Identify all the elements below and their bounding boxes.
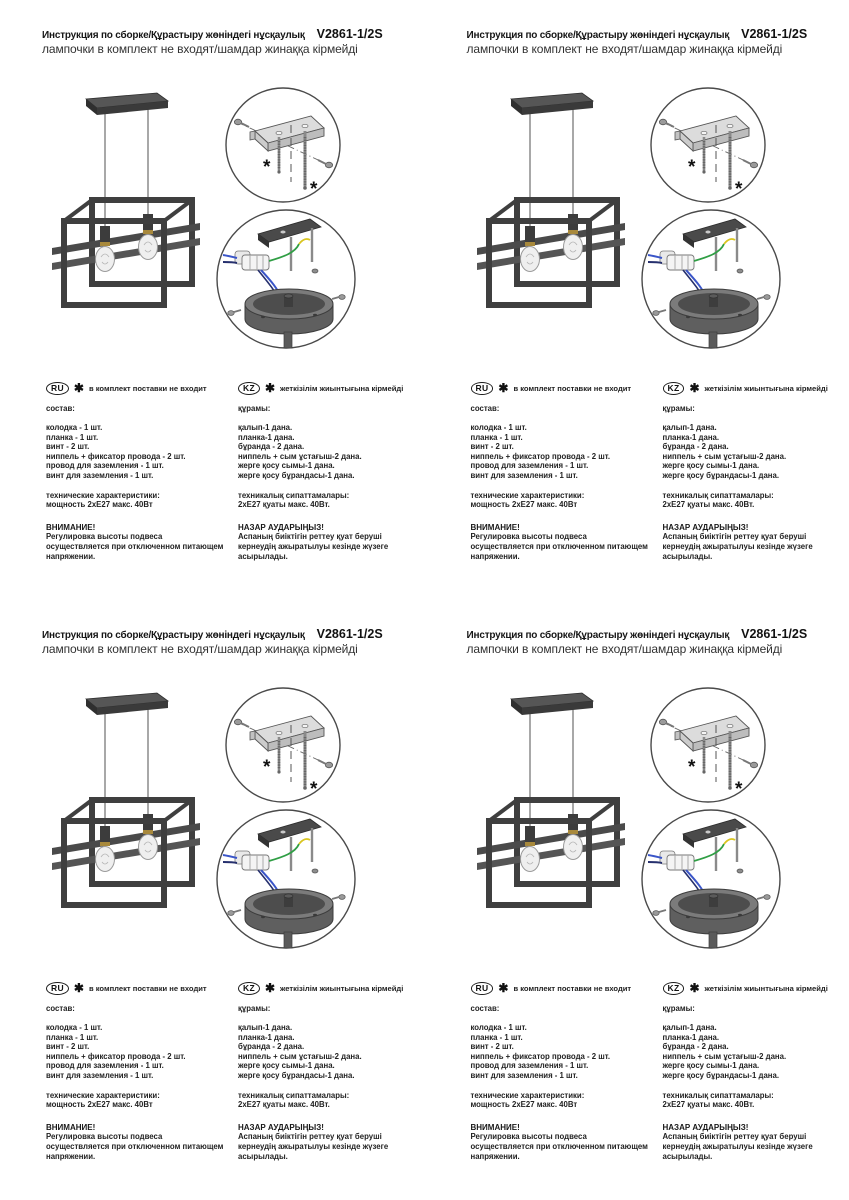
nut <box>737 269 743 273</box>
ru-specs: мощность 2хЕ27 макс. 40Вт <box>46 500 153 510</box>
ru-warning <box>471 523 649 561</box>
nut <box>312 869 318 873</box>
model-number: V2861-1/2S <box>316 627 383 641</box>
kz-warning <box>663 1123 841 1161</box>
ru-specs-title: технические характеристики: <box>470 1090 585 1100</box>
ru-specs-title: технические характеристики: <box>470 490 585 500</box>
instruction-title: Инструкция по сборке/Құрастыру жөніндегі нұсқаулық <box>466 630 730 641</box>
kz-warning <box>663 523 841 561</box>
parts-columns <box>471 381 846 561</box>
frame-slat <box>477 823 625 855</box>
asterisk-label: * <box>687 757 695 778</box>
kz-note: жеткізілім жиынтығына кірмейді <box>704 983 828 993</box>
wiring-detail-svg <box>211 807 361 952</box>
parts-list-item: қалып-1 дана. <box>238 423 293 432</box>
kz-language-badge: KZ <box>663 982 685 995</box>
asterisk-icon: ✱ <box>498 381 509 395</box>
kz-warning <box>238 1123 416 1161</box>
mounting-bracket-detail <box>221 85 345 207</box>
ru-warning <box>471 1123 649 1161</box>
ru-specs-title: технические характеристики: <box>46 1090 160 1100</box>
parts-list-item: жерге қосу сымы-1 дана. <box>238 1061 335 1071</box>
canopy-wiring-detail <box>636 207 786 352</box>
ru-list-title: состав: <box>470 404 500 413</box>
parts-list-item: планка - 1 шт. <box>470 1032 523 1042</box>
pendant-lamp-drawing <box>477 88 625 343</box>
ru-list-title: состав: <box>470 1004 500 1013</box>
light-bulb <box>139 235 158 260</box>
ru-warning-title: ВНИМАНИЕ! <box>470 1122 520 1132</box>
parts-list-item: жерге қосу бұрандасы-1 дана. <box>662 1070 780 1080</box>
instruction-title: Инструкция по сборке/Құрастыру жөніндегі нұсқаулық <box>42 630 305 641</box>
parts-list-item: ниппель + сым ұстағыш-2 дана. <box>238 451 362 461</box>
frame-slat <box>477 223 625 255</box>
ru-warning-title: ВНИМАНИЕ! <box>46 1122 96 1132</box>
ru-warning-title: ВНИМАНИЕ! <box>46 522 96 532</box>
instruction-subtitle: лампочки в комплект не входят/шамдар жинаққа кірмейді <box>466 642 783 656</box>
ru-language-badge: RU <box>46 982 69 995</box>
pendant-lamp-svg <box>52 88 200 343</box>
instruction-sheet <box>0 600 425 1200</box>
sheet-header <box>467 627 839 656</box>
wiring-detail-svg <box>636 207 786 352</box>
ru-parts-list <box>46 423 229 481</box>
ru-column <box>46 981 229 1161</box>
threaded-stud <box>728 731 732 790</box>
ru-note: в комплект поставки не входит <box>513 383 632 393</box>
kz-specs-title: техникалық сипаттамалары: <box>662 1090 774 1100</box>
kz-specs: 2хЕ27 қуаты макс. 40Вт. <box>238 1100 330 1110</box>
wiring-detail-svg <box>636 807 786 952</box>
ru-warning <box>46 1123 224 1161</box>
ceiling-canopy <box>86 693 168 715</box>
nut <box>312 269 318 273</box>
asterisk-label: * <box>310 779 318 800</box>
canopy-wiring-detail <box>211 207 361 352</box>
parts-list-item: бұранда - 2 дана. <box>238 1042 305 1052</box>
parts-list-item: винт для заземления - 1 шт. <box>470 1070 578 1080</box>
light-bulb <box>139 835 158 860</box>
pendant-lamp-drawing <box>52 88 200 343</box>
parts-list-item: провод для заземления - 1 шт. <box>470 1061 589 1071</box>
instruction-sheet <box>425 0 849 600</box>
ru-list-title: состав: <box>46 404 75 413</box>
instruction-title: Инструкция по сборке/Құрастыру жөніндегі нұсқаулық <box>466 30 730 41</box>
ru-column <box>471 981 654 1161</box>
threaded-stud <box>702 737 705 774</box>
parts-list-item: провод для заземления - 1 шт. <box>46 461 164 471</box>
parts-list-item: жерге қосу сымы-1 дана. <box>662 461 760 471</box>
ceiling-canopy <box>86 93 168 115</box>
kz-parts-list <box>238 423 421 481</box>
kz-warning-title: НАЗАР АУДАРЫҢЫЗ! <box>238 522 324 532</box>
threaded-stud <box>728 131 732 190</box>
parts-list-item: планка - 1 шт. <box>470 432 523 442</box>
nut <box>737 869 743 873</box>
ru-specs: мощность 2хЕ27 макс. 40Вт <box>470 1100 578 1110</box>
kz-specs: 2хЕ27 қуаты макс. 40Вт. <box>662 1100 755 1110</box>
kz-note: жеткізілім жиынтығына кірмейді <box>280 383 404 393</box>
asterisk-label: * <box>734 179 742 200</box>
parts-list-item: винт - 2 шт. <box>470 442 514 452</box>
parts-list-item: колодка - 1 шт. <box>470 1023 527 1032</box>
light-bulb <box>563 235 582 260</box>
asterisk-icon: ✱ <box>73 981 84 995</box>
kz-note: жеткізілім жиынтығына кірмейді <box>704 383 828 393</box>
pendant-lamp-svg <box>52 688 200 943</box>
frame-slat <box>52 838 200 870</box>
lamp-socket <box>525 826 535 846</box>
parts-list-item: ниппель + сым ұстағыш-2 дана. <box>662 451 787 461</box>
threaded-stud <box>277 137 280 174</box>
kz-warning-title: НАЗАР АУДАРЫҢЫЗ! <box>238 1122 324 1132</box>
parts-list-item: қалып-1 дана. <box>238 1023 293 1032</box>
parts-list-item: планка - 1 шт. <box>46 432 99 442</box>
bracket-detail-svg <box>646 85 770 207</box>
parts-list-item: қалып-1 дана. <box>662 1023 717 1032</box>
threaded-stud <box>702 137 705 174</box>
ceiling-canopy <box>511 693 593 715</box>
pendant-lamp-drawing <box>52 688 200 943</box>
parts-list-item: колодка - 1 шт. <box>46 423 103 432</box>
ru-note: в комплект поставки не входит <box>88 383 207 393</box>
parts-list-item: жерге қосу бұрандасы-1 дана. <box>238 1070 355 1080</box>
kz-warning-text: Аспаның биіктігін реттеу қуат беруші кернеудің ажыратылуы кезінде жүзеге асырылады. <box>238 1132 389 1161</box>
frame-slat <box>52 223 200 255</box>
kz-parts-list <box>663 423 846 481</box>
instruction-subtitle: лампочки в комплект не входят/шамдар жинаққа кірмейді <box>42 42 358 56</box>
mounting-bracket-detail <box>646 85 770 207</box>
parts-list-item: винт - 2 шт. <box>46 1042 90 1052</box>
parts-list-item: колодка - 1 шт. <box>470 423 527 432</box>
asterisk-icon: ✱ <box>498 981 509 995</box>
frame-slat <box>52 238 200 270</box>
instruction-subtitle: лампочки в комплект не входят/шамдар жинаққа кірмейді <box>466 42 783 56</box>
parts-list-item: қалып-1 дана. <box>662 423 717 432</box>
light-bulb <box>96 847 115 872</box>
parts-list-item: жерге қосу бұрандасы-1 дана. <box>238 470 355 480</box>
asterisk-icon: ✱ <box>689 981 700 995</box>
threaded-stud <box>303 731 307 790</box>
light-bulb <box>563 835 582 860</box>
ru-warning-text: Регулировка высоты подвеса осуществляется при отключенном питающем напряжении. <box>46 532 224 561</box>
kz-warning-text: Аспаның биіктігін реттеу қуат беруші кернеудің ажыратылуы кезінде жүзеге асырылады. <box>238 532 389 561</box>
ru-column <box>46 381 229 561</box>
parts-list-item: ниппель + фиксатор провода - 2 шт. <box>470 1051 611 1061</box>
canopy-wiring-detail <box>211 807 361 952</box>
asterisk-label: * <box>310 179 318 200</box>
kz-list-title: құрамы: <box>662 404 695 413</box>
ru-warning <box>46 523 224 561</box>
instruction-subtitle: лампочки в комплект не входят/шамдар жинаққа кірмейді <box>42 642 358 656</box>
kz-list-title: құрамы: <box>238 1004 271 1013</box>
light-bulb <box>96 247 115 272</box>
ru-specs: мощность 2хЕ27 макс. 40Вт <box>46 1100 153 1110</box>
pendant-lamp-svg <box>477 688 625 943</box>
bracket-detail-svg <box>221 85 345 207</box>
ru-parts-list <box>471 423 654 481</box>
sheet-header <box>42 627 414 656</box>
parts-list-item: ниппель + фиксатор провода - 2 шт. <box>470 451 611 461</box>
parts-list-item: жерге қосу бұрандасы-1 дана. <box>662 470 780 480</box>
wire-navy <box>223 862 237 863</box>
light-bulb <box>520 247 539 272</box>
kz-warning <box>238 523 416 561</box>
ru-warning-title: ВНИМАНИЕ! <box>470 522 520 532</box>
parts-list-item: бұранда - 2 дана. <box>662 1042 729 1052</box>
parts-list-item: провод для заземления - 1 шт. <box>470 461 589 471</box>
frame-slat <box>477 838 625 870</box>
pendant-lamp-drawing <box>477 688 625 943</box>
parts-list-item: провод для заземления - 1 шт. <box>46 1061 164 1071</box>
parts-list-item: колодка - 1 шт. <box>46 1023 103 1032</box>
kz-warning-text: Аспаның биіктігін реттеу қуат беруші кернеудің ажыратылуы кезінде жүзеге асырылады. <box>662 532 813 561</box>
kz-list-title: құрамы: <box>662 1004 695 1013</box>
parts-list-item: винт для заземления - 1 шт. <box>470 470 578 480</box>
parts-list-item: планка-1 дана. <box>238 432 295 442</box>
asterisk-icon: ✱ <box>73 381 84 395</box>
ru-warning-text: Регулировка высоты подвеса осуществляется при отключенном питающем напряжении. <box>470 532 648 561</box>
instruction-title: Инструкция по сборке/Құрастыру жөніндегі нұсқаулық <box>42 30 305 41</box>
parts-list-item: ниппель + фиксатор провода - 2 шт. <box>46 1051 186 1061</box>
lamp-socket <box>100 226 110 246</box>
kz-warning-title: НАЗАР АУДАРЫҢЫЗ! <box>662 1122 749 1132</box>
asterisk-icon: ✱ <box>264 381 275 395</box>
ru-parts-list <box>46 1023 229 1081</box>
parts-list-item: планка - 1 шт. <box>46 1032 99 1042</box>
mounting-bracket-detail <box>221 685 345 807</box>
parts-list-item: планка-1 дана. <box>662 1032 720 1042</box>
sheet-header <box>467 27 839 56</box>
ru-list-title: состав: <box>46 1004 75 1013</box>
threaded-stud <box>303 131 307 190</box>
ru-specs-title: технические характеристики: <box>46 490 160 500</box>
kz-specs-title: техникалық сипаттамалары: <box>238 1090 350 1100</box>
parts-list-item: ниппель + сым ұстағыш-2 дана. <box>238 1051 362 1061</box>
parts-list-item: жерге қосу сымы-1 дана. <box>238 461 335 471</box>
kz-specs-title: техникалық сипаттамалары: <box>238 490 350 500</box>
parts-list-item: планка-1 дана. <box>662 432 720 442</box>
kz-column <box>238 381 421 561</box>
kz-parts-list <box>238 1023 421 1081</box>
kz-language-badge: KZ <box>238 982 260 995</box>
wire-navy <box>223 262 237 263</box>
ru-language-badge: RU <box>46 382 69 395</box>
ru-language-badge: RU <box>471 982 494 995</box>
wire-navy <box>648 862 662 863</box>
asterisk-label: * <box>263 757 271 778</box>
kz-specs: 2хЕ27 қуаты макс. 40Вт. <box>662 500 755 510</box>
ru-note: в комплект поставки не входит <box>513 983 632 993</box>
parts-list-item: винт - 2 шт. <box>470 1042 514 1052</box>
parts-list-item: винт для заземления - 1 шт. <box>46 1070 154 1080</box>
parts-list-item: бұранда - 2 дана. <box>662 442 729 452</box>
model-number: V2861-1/2S <box>741 27 808 41</box>
pendant-lamp-svg <box>477 88 625 343</box>
instruction-sheet <box>0 0 425 600</box>
kz-column <box>238 981 421 1161</box>
mounting-bracket-detail <box>646 685 770 807</box>
kz-warning-text: Аспаның биіктігін реттеу қуат беруші кернеудің ажыратылуы кезінде жүзеге асырылады. <box>662 1132 813 1161</box>
ceiling-canopy <box>511 93 593 115</box>
ru-column <box>471 381 654 561</box>
bracket-detail-svg <box>221 685 345 807</box>
parts-list-item: ниппель + фиксатор провода - 2 шт. <box>46 451 186 461</box>
parts-list-item: жерге қосу сымы-1 дана. <box>662 1061 760 1071</box>
frame-slat <box>52 823 200 855</box>
model-number: V2861-1/2S <box>316 27 383 41</box>
ru-specs: мощность 2хЕ27 макс. 40Вт <box>470 500 578 510</box>
kz-parts-list <box>663 1023 846 1081</box>
parts-list-item: винт - 2 шт. <box>46 442 90 452</box>
lamp-socket <box>525 226 535 246</box>
parts-list-item: винт для заземления - 1 шт. <box>46 470 154 480</box>
instruction-sheet <box>425 600 849 1200</box>
light-bulb <box>520 847 539 872</box>
canopy-wiring-detail <box>636 807 786 952</box>
ru-parts-list <box>471 1023 654 1081</box>
asterisk-label: * <box>687 157 695 178</box>
parts-columns <box>471 981 846 1161</box>
kz-list-title: құрамы: <box>238 404 271 413</box>
bracket-detail-svg <box>646 685 770 807</box>
model-number: V2861-1/2S <box>741 627 808 641</box>
threaded-stud <box>277 737 280 774</box>
asterisk-label: * <box>734 779 742 800</box>
sheet-header <box>42 27 414 56</box>
kz-note: жеткізілім жиынтығына кірмейді <box>280 983 404 993</box>
kz-language-badge: KZ <box>663 382 685 395</box>
asterisk-icon: ✱ <box>264 981 275 995</box>
kz-warning-title: НАЗАР АУДАРЫҢЫЗ! <box>662 522 749 532</box>
kz-column <box>663 981 846 1161</box>
asterisk-icon: ✱ <box>689 381 700 395</box>
parts-list-item: ниппель + сым ұстағыш-2 дана. <box>662 1051 787 1061</box>
parts-columns <box>46 381 421 561</box>
parts-list-item: бұранда - 2 дана. <box>238 442 305 452</box>
kz-specs: 2хЕ27 қуаты макс. 40Вт. <box>238 500 330 510</box>
parts-list-item: планка-1 дана. <box>238 1032 295 1042</box>
frame-slat <box>477 238 625 270</box>
parts-columns <box>46 981 421 1161</box>
wire-navy <box>648 262 662 263</box>
wiring-detail-svg <box>211 207 361 352</box>
ru-warning-text: Регулировка высоты подвеса осуществляется при отключенном питающем напряжении. <box>470 1132 648 1161</box>
ru-note: в комплект поставки не входит <box>88 983 207 993</box>
asterisk-label: * <box>263 157 271 178</box>
ru-warning-text: Регулировка высоты подвеса осуществляется при отключенном питающем напряжении. <box>46 1132 224 1161</box>
lamp-socket <box>100 826 110 846</box>
kz-column <box>663 381 846 561</box>
kz-language-badge: KZ <box>238 382 260 395</box>
ru-language-badge: RU <box>471 382 494 395</box>
kz-specs-title: техникалық сипаттамалары: <box>662 490 774 500</box>
